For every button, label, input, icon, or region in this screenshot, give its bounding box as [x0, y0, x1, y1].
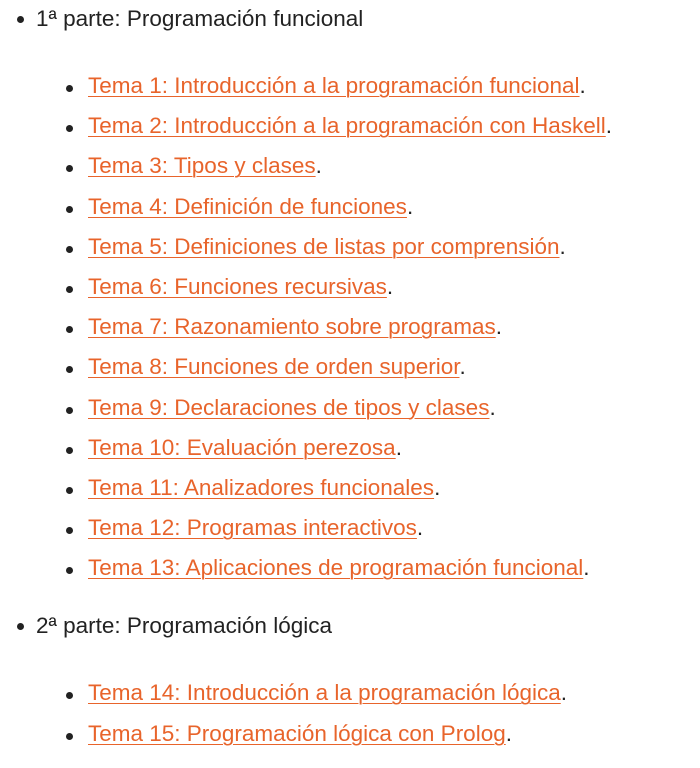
- topic-link-13[interactable]: Tema 13: Aplicaciones de programación funcional: [88, 555, 584, 581]
- topic-link-2[interactable]: Tema 2: Introducción a la programación con Haskell: [88, 113, 606, 139]
- topic-link-7[interactable]: Tema 7: Razonamiento sobre programas: [88, 314, 496, 340]
- list-item: [36, 388, 700, 428]
- bullet-icon: [66, 527, 73, 534]
- period: .: [583, 555, 590, 581]
- period: .: [395, 434, 402, 460]
- bullet-icon: [66, 447, 73, 454]
- period: .: [505, 720, 512, 746]
- period: .: [386, 273, 394, 299]
- topic-link-11[interactable]: Tema 11: Analizadores funcionales: [88, 474, 435, 500]
- list-item: [36, 548, 700, 588]
- bullet-icon: [66, 85, 73, 92]
- bullet-icon: [17, 623, 24, 630]
- list-item: [36, 267, 700, 307]
- topic-list: [36, 673, 700, 753]
- list-item: [36, 66, 700, 106]
- list-item: [36, 468, 700, 508]
- part-title: 1ª parte: Programación funcional: [36, 6, 364, 31]
- topic-link-9[interactable]: Tema 9: Declaraciones de tipos y clases: [88, 394, 490, 420]
- topic-link-8[interactable]: Tema 8: Funciones de orden superior: [88, 354, 460, 380]
- part-logic: [0, 607, 700, 753]
- bullet-icon: [66, 366, 73, 373]
- period: .: [459, 354, 466, 380]
- bullet-icon: [66, 286, 73, 293]
- topic-list: [36, 66, 700, 588]
- topic-link-4[interactable]: Tema 4: Definición de funciones: [88, 193, 407, 219]
- topic-link-10[interactable]: Tema 10: Evaluación perezosa: [88, 434, 396, 460]
- bullet-icon: [17, 16, 24, 23]
- topic-link-6[interactable]: Tema 6: Funciones recursivas: [88, 273, 387, 299]
- period: .: [489, 394, 496, 420]
- topic-link-12[interactable]: Tema 12: Programas interactivos: [88, 515, 417, 541]
- list-item: [36, 307, 700, 347]
- bullet-icon: [66, 487, 73, 494]
- part-title: 2ª parte: Programación lógica: [36, 613, 332, 639]
- period: .: [315, 153, 322, 179]
- period: .: [434, 474, 441, 500]
- topic-link-5[interactable]: Tema 5: Definiciones de listas por comprensión: [88, 233, 560, 259]
- bullet-icon: [66, 165, 73, 172]
- topic-link-3[interactable]: Tema 3: Tipos y clases: [88, 153, 316, 179]
- list-item: [36, 428, 700, 468]
- list-item: [36, 106, 700, 146]
- list-item: [36, 347, 700, 387]
- list-item: [36, 227, 700, 267]
- list-item: [36, 714, 700, 754]
- period: .: [559, 233, 566, 259]
- period: .: [416, 515, 424, 541]
- bullet-icon: [66, 125, 73, 132]
- list-item: [36, 146, 700, 186]
- period: .: [579, 73, 586, 98]
- topic-link-14[interactable]: Tema 14: Introducción a la programación lógica: [88, 680, 561, 706]
- period: .: [560, 680, 568, 706]
- topic-link-15[interactable]: Tema 15: Programación lógica con Prolog: [88, 720, 506, 746]
- list-item: [36, 508, 700, 548]
- period: .: [495, 314, 502, 340]
- bullet-icon: [66, 733, 73, 740]
- bullet-icon: [66, 246, 73, 253]
- period: .: [605, 113, 613, 139]
- bullet-icon: [66, 567, 73, 574]
- bullet-icon: [66, 692, 73, 699]
- bullet-icon: [66, 407, 73, 414]
- bullet-icon: [66, 206, 73, 213]
- topic-link-1[interactable]: Tema 1: Introducción a la programación funcional: [88, 73, 580, 98]
- period: .: [406, 193, 414, 219]
- list-item: [36, 187, 700, 227]
- bullet-icon: [66, 326, 73, 333]
- list-item: [36, 673, 700, 713]
